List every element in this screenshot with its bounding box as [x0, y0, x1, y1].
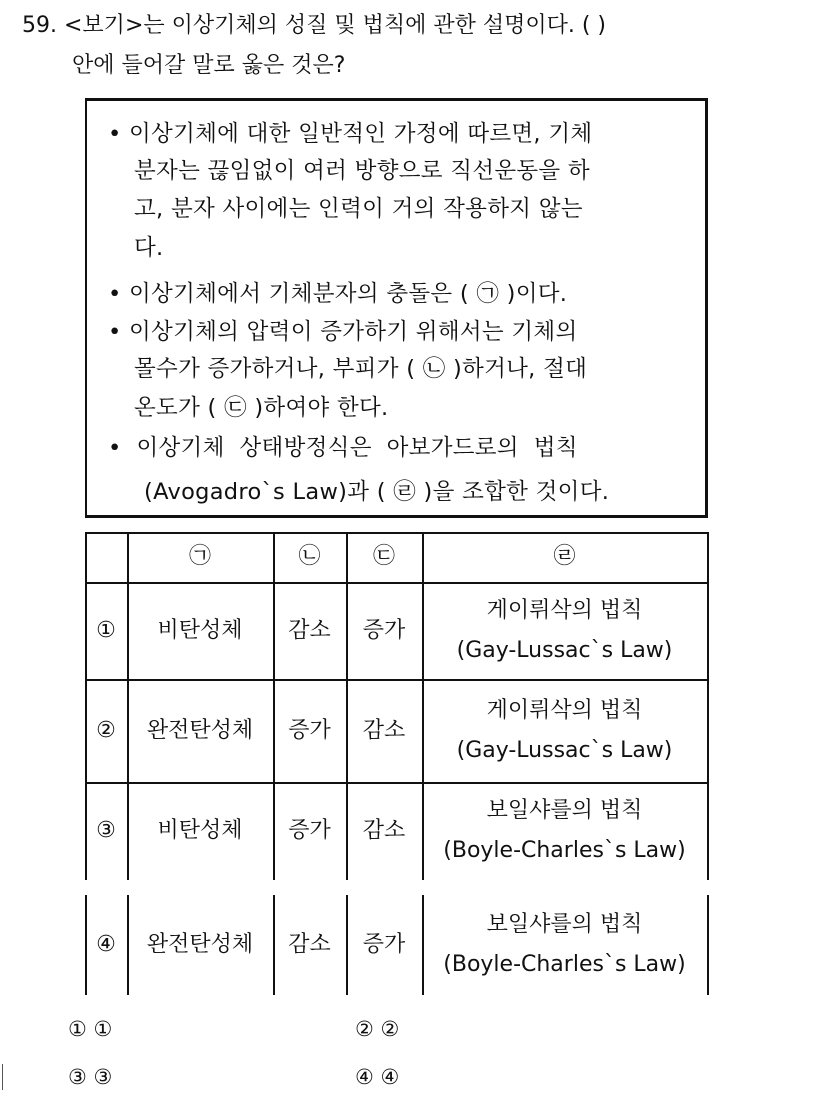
- cell-b: 증가: [288, 717, 331, 743]
- law-english: (Boyle-Charles`s Law): [443, 952, 686, 977]
- cell-b: 감소: [288, 932, 331, 957]
- cell-c: 증가: [362, 617, 406, 643]
- question-line-2: 안에 들어갈 말로 옳은 것은?: [72, 53, 346, 78]
- row-number: ③: [96, 818, 116, 843]
- law-name: 보일샤를의 법칙: [486, 798, 643, 823]
- row-number: ④: [96, 932, 116, 957]
- box-line: • 이상기체의 압력이 증가하기 위해서는 기체의: [108, 319, 578, 345]
- question-text: [22, 8, 606, 39]
- law-english: (Gay-Lussac`s Law): [456, 737, 673, 763]
- cell-c: 증가: [362, 932, 406, 957]
- header-d: ㉣: [553, 544, 576, 569]
- box-line: • 이상기체에서 기체분자의 충돌은 ( ㉠ )이다.: [108, 281, 568, 307]
- question-number: 59.: [22, 13, 57, 38]
- header-b: ㉡: [298, 544, 321, 569]
- law-name: 게이뤼삭의 법칙: [486, 597, 643, 623]
- cell-c: 감소: [362, 717, 406, 743]
- cell-d: [422, 895, 707, 995]
- cell-d: [422, 782, 707, 880]
- box-line: 온도가 ( ㉢ )하여야 한다.: [134, 395, 389, 421]
- question-line-1: <보기>는 이상기체의 성질 및 법칙에 관한 설명이다. ( ): [64, 13, 607, 38]
- margin-line: [2, 1064, 3, 1090]
- box-line: • 이상기체 상태방정식은 아보가드로의 법칙: [108, 435, 578, 461]
- cell-b: 감소: [288, 617, 331, 643]
- option-3[interactable]: ③ ③: [68, 1065, 113, 1089]
- box-line: • 이상기체에 대한 일반적인 가정에 따르면, 기체: [108, 121, 593, 147]
- law-name: 게이뤼삭의 법칙: [486, 697, 643, 723]
- box-line: 몰수가 증가하거나, 부피가 ( ㉡ )하거나, 절대: [134, 356, 588, 382]
- row-number: ①: [96, 617, 116, 643]
- cell-d: [422, 582, 707, 679]
- box-line: 분자는 끊임없이 여러 방향으로 직선운동을 하: [134, 158, 590, 184]
- box-line: (Avogadro`s Law)과 ( ㉣ )을 조합한 것이다.: [144, 479, 610, 505]
- cell-a: 비탄성체: [157, 617, 243, 643]
- cell-a: 완전탄성체: [146, 932, 254, 957]
- law-name: 보일샤를의 법칙: [486, 912, 643, 937]
- cell-d: [422, 679, 707, 782]
- law-english: (Gay-Lussac`s Law): [456, 637, 673, 663]
- box-line: 다.: [134, 235, 164, 261]
- cell-b: 증가: [288, 818, 331, 843]
- cell-a: 완전탄성체: [146, 717, 254, 743]
- option-1[interactable]: ① ①: [68, 1017, 113, 1041]
- law-english: (Boyle-Charles`s Law): [443, 838, 686, 863]
- box-line: 고, 분자 사이에는 인력이 거의 작용하지 않는: [134, 196, 583, 222]
- row-number: ②: [96, 717, 116, 743]
- option-4[interactable]: ④ ④: [355, 1065, 400, 1089]
- option-2[interactable]: ② ②: [355, 1017, 400, 1041]
- header-a: ㉠: [188, 544, 211, 569]
- cell-c: 감소: [362, 818, 406, 843]
- cell-a: 비탄성체: [157, 818, 243, 843]
- header-c: ㉢: [372, 544, 395, 569]
